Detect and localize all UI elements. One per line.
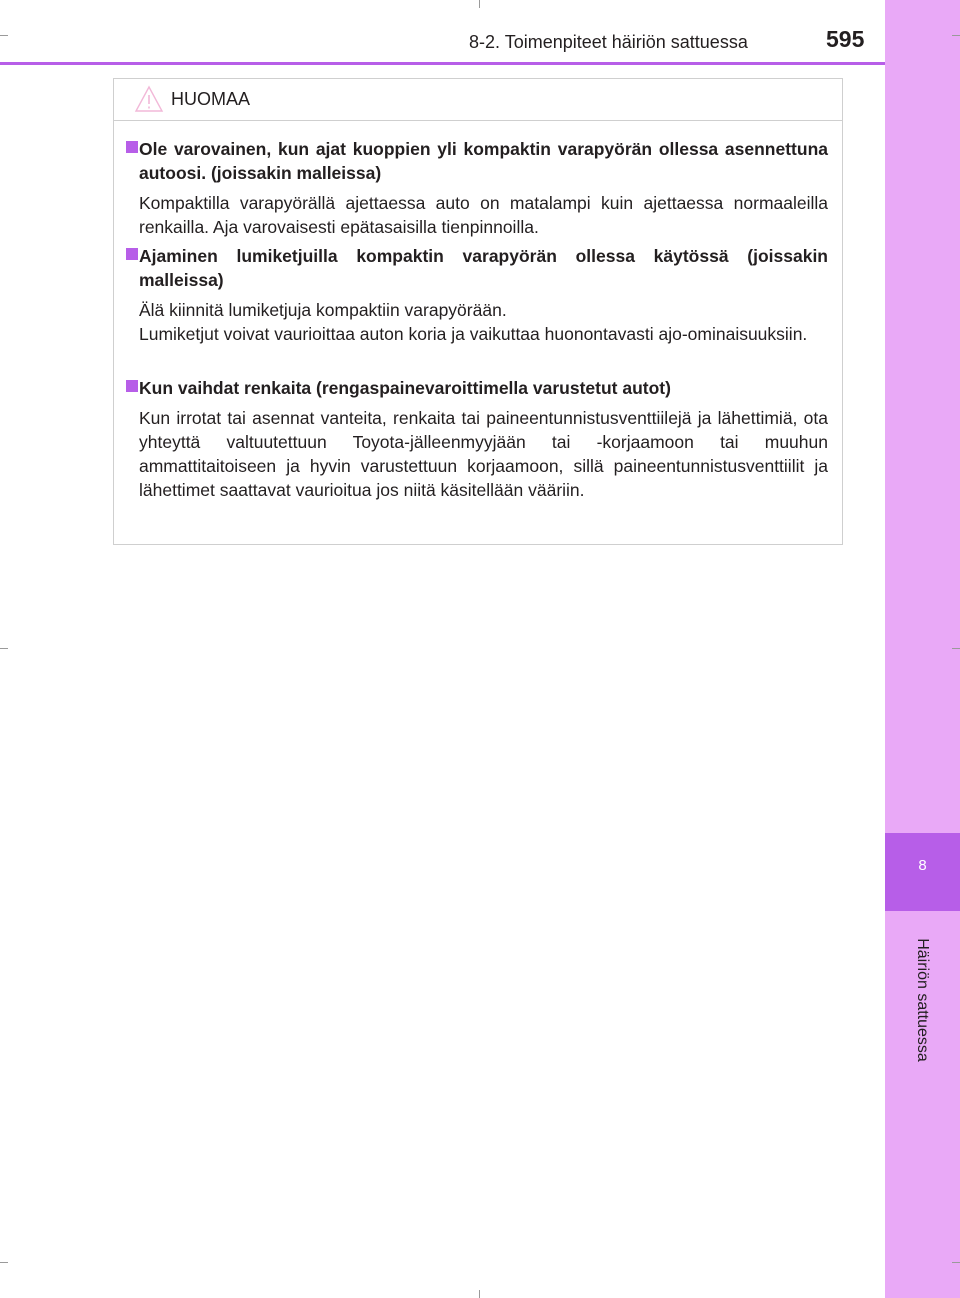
crop-mark: [0, 648, 8, 649]
notice-paragraph: Lumiketjut voivat vaurioittaa auton koria ja vaikuttaa huonontavasti ajo-ominaisuuksiin.: [139, 324, 808, 344]
notice-paragraph: Kompaktilla varapyörällä ajettaessa auto on matalampi kuin ajettaessa normaaleilla renkailla. Aja varovaisesti epätasaisilla tienpinnoilla.: [139, 193, 828, 237]
notice-item-title: Kun vaihdat renkaita (rengaspainevaroittimella varustetut autot): [139, 378, 671, 398]
crop-mark: [952, 1262, 960, 1263]
square-bullet-icon: [126, 248, 138, 260]
header-rule: [0, 62, 885, 65]
notice-item: [114, 376, 842, 502]
chapter-number-box: [885, 833, 960, 911]
chapter-side-tab: [885, 0, 960, 1298]
notice-item-title: Ajaminen lumiketjuilla kompaktin varapyörän ollessa käytössä (joissakin malleissa): [139, 246, 828, 290]
notice-paragraph: Älä kiinnitä lumiketjuja kompaktiin varapyörään.: [139, 300, 507, 320]
crop-mark: [479, 1290, 480, 1298]
notice-title: HUOMAA: [171, 89, 251, 109]
notice-header: [114, 79, 842, 121]
notice-paragraph: Kun irrotat tai asennat vanteita, renkaita tai paineentunnistusventtiilejä ja lähettimiä, ota yhteyttä valtuutettuun Toyota-jälleenmyyjään tai -korjaamoon tai muuhun ammattitaitoiseen ja hyvin varustettuun korjaamoon, sillä paineentunnistusventtiilit ja lähettimet saattavat vaurioitua jos niitä käsitellään vääriin.: [139, 408, 828, 500]
crop-mark: [0, 1262, 8, 1263]
crop-mark: [952, 35, 960, 36]
notice-item-title: Ole varovainen, kun ajat kuoppien yli kompaktin varapyörän ollessa asennettuna autoosi. (joissakin malleissa): [139, 139, 828, 183]
notice-box: [113, 78, 843, 545]
crop-mark: [479, 0, 480, 8]
notice-header-divider: [114, 120, 842, 121]
page-number: 595: [826, 26, 865, 52]
crop-mark: [0, 35, 8, 36]
section-title: 8-2. Toimenpiteet häiriön sattuessa: [469, 32, 748, 52]
warning-triangle-icon: [134, 85, 164, 113]
crop-mark: [952, 648, 960, 649]
notice-item-body: [139, 298, 828, 346]
notice-item-body: [139, 191, 828, 239]
square-bullet-icon: [126, 141, 138, 153]
notice-item: [114, 244, 842, 346]
chapter-number: 8: [918, 857, 927, 874]
notice-item-body: [139, 406, 828, 502]
square-bullet-icon: [126, 380, 138, 392]
chapter-title: Häiriön sattuessa: [914, 938, 931, 1062]
notice-item: [114, 137, 842, 239]
